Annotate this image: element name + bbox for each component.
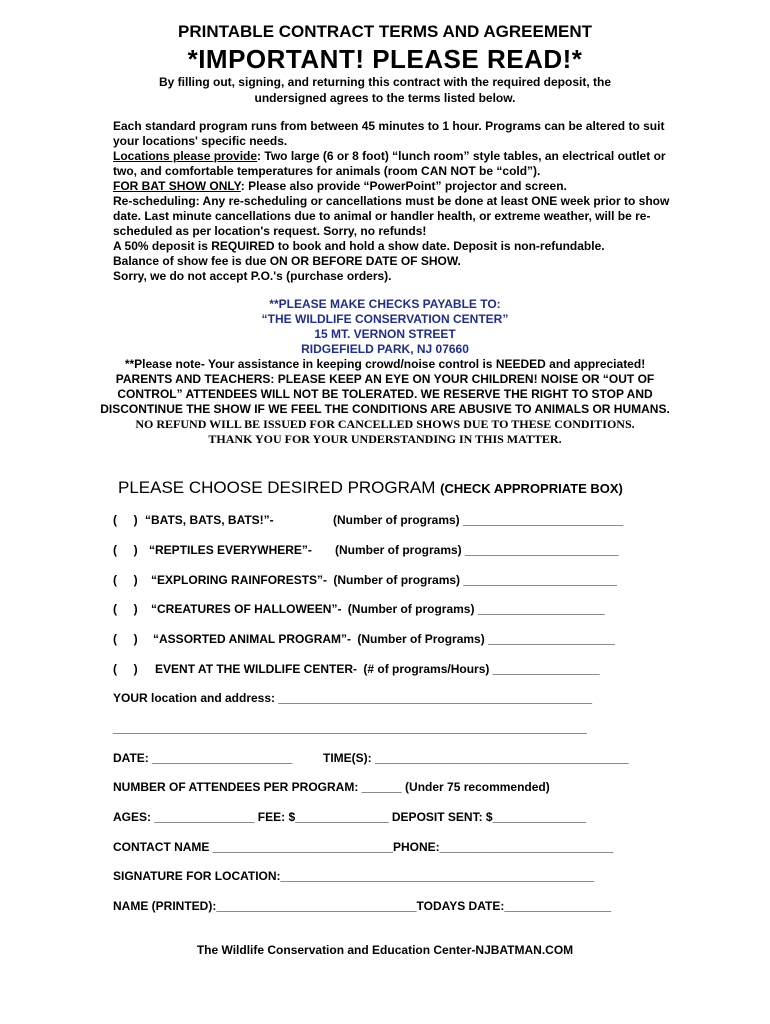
thank-you-text: THANK YOU FOR YOUR UNDERSTANDING IN THIS MATTER. <box>208 432 562 446</box>
crowd-control-note <box>100 357 670 447</box>
locations-label: Locations please provide <box>113 149 258 163</box>
location-address-line2[interactable]: _______________________________________________________________________ <box>113 721 587 735</box>
checkbox-bats[interactable]: ( ) <box>113 513 138 527</box>
program-count-halloween[interactable]: (Number of programs) ___________________ <box>347 602 605 616</box>
intro-paragraph: By filling out, signing, and returning this contract with the required deposit, the undersigned agrees to the terms listed below. <box>158 75 611 105</box>
program-count-reptiles[interactable]: (Number of programs) _______________________ <box>335 543 619 557</box>
program-count-rainforests[interactable]: (Number of programs) _______________________ <box>333 573 617 587</box>
locations-provide-text <box>113 149 673 179</box>
ages-fee-deposit-row[interactable]: AGES: _______________ FEE: $______________ DEPOSIT SENT: $______________ <box>113 810 587 824</box>
signature-field[interactable]: SIGNATURE FOR LOCATION:_______________________________________________ <box>113 869 595 883</box>
location-address-field[interactable]: YOUR location and address: _______________________________________________ <box>113 691 593 705</box>
locations-body: : Two large (6 or 8 foot) “lunch room” style tables, an electrical outlet or two, and comfortable temperatures for animals (room CAN NOT be “cold”). <box>113 149 666 178</box>
time-field[interactable]: TIME(S): ______________________________________ <box>323 751 629 765</box>
checkbox-event[interactable]: ( ) <box>113 662 138 676</box>
payable-street: 15 MT. VERNON STREET <box>314 327 456 341</box>
purchase-order-text: Sorry, we do not accept P.O.'s (purchase orders). <box>113 269 392 283</box>
date-time-row <box>113 751 629 765</box>
program-name-bats: “BATS, BATS, BATS!”- <box>145 513 274 527</box>
rescheduling-text: Re-scheduling: Any re-scheduling or cancellations must be done at least ONE week prior to show date. Last minute cancellations due to animal or handler health, or extreme weather, will be re-scheduled as per location's request. Sorry, no refunds! <box>113 194 670 238</box>
program-count-assorted[interactable]: (Number of Programs) ___________________ <box>357 632 615 646</box>
payable-name: “THE WILDLIFE CONSERVATION CENTER” <box>261 312 509 326</box>
checkbox-rainforests[interactable]: ( ) <box>113 573 138 587</box>
deposit-text: A 50% deposit is REQUIRED to book and hold a show date. Deposit is non-refundable. <box>113 239 605 253</box>
program-row-halloween <box>113 602 605 616</box>
important-heading: *IMPORTANT! PLEASE READ!* <box>187 44 583 74</box>
footer-text: The Wildlife Conservation and Education Center-NJBATMAN.COM <box>196 943 574 957</box>
document-title: PRINTABLE CONTRACT TERMS AND AGREEMENT <box>178 22 592 41</box>
no-refund-text: NO REFUND WILL BE ISSUED FOR CANCELLED SHOWS DUE TO THESE CONDITIONS. <box>135 417 635 431</box>
program-heading <box>118 478 623 498</box>
attendees-field[interactable]: NUMBER OF ATTENDEES PER PROGRAM: ______ (Under 75 recommended) <box>113 780 550 794</box>
program-name-assorted: “ASSORTED ANIMAL PROGRAM”- <box>153 632 352 646</box>
checkbox-reptiles[interactable]: ( ) <box>113 543 138 557</box>
payable-block <box>0 297 770 357</box>
program-row-assorted <box>113 632 615 646</box>
bat-show-text <box>113 179 673 194</box>
program-heading-note: (CHECK APPROPRIATE BOX) <box>440 481 623 496</box>
program-name-reptiles: “REPTILES EVERYWHERE”- <box>149 543 312 557</box>
program-row-bats <box>113 513 624 527</box>
payable-line: **PLEASE MAKE CHECKS PAYABLE TO: <box>269 297 501 311</box>
program-duration-text: Each standard program runs from between 45 minutes to 1 hour. Programs can be altered to suit your locations' specific needs. <box>113 119 665 148</box>
terms-section <box>113 119 673 284</box>
payable-city: RIDGEFIELD PARK, NJ 07660 <box>301 342 469 356</box>
checkbox-halloween[interactable]: ( ) <box>113 602 138 616</box>
program-name-event: EVENT AT THE WILDLIFE CENTER- <box>155 662 358 676</box>
checkbox-assorted[interactable]: ( ) <box>113 632 138 646</box>
program-row-rainforests <box>113 573 617 587</box>
program-count-event[interactable]: (# of programs/Hours) ________________ <box>363 662 600 676</box>
printed-name-date-row[interactable]: NAME (PRINTED):______________________________TODAYS DATE:________________ <box>113 899 612 913</box>
program-heading-main: PLEASE CHOOSE DESIRED PROGRAM <box>118 478 436 497</box>
program-name-rainforests: “EXPLORING RAINFORESTS”- <box>151 573 328 587</box>
bat-show-label: FOR BAT SHOW ONLY <box>113 179 241 193</box>
bat-show-body: : Please also provide “PowerPoint” projector and screen. <box>240 179 567 193</box>
contact-phone-row[interactable]: CONTACT NAME ___________________________PHONE:__________________________ <box>113 840 614 854</box>
program-name-halloween: “CREATURES OF HALLOWEEN”- <box>151 602 342 616</box>
balance-text: Balance of show fee is due ON OR BEFORE DATE OF SHOW. <box>113 254 461 268</box>
program-row-reptiles <box>113 543 619 557</box>
program-row-event <box>113 662 600 676</box>
date-field[interactable]: DATE: _____________________ <box>113 751 293 765</box>
note-text: **Please note- Your assistance in keeping crowd/noise control is NEEDED and appreciated! PARENTS AND TEACHERS: PLEASE KEEP AN EYE ON YOUR CHILDREN! NOISE OR “OUT OF CONTROL” ATTENDEES WILL NOT BE TOLERATED. WE RESERVE THE RIGHT TO STOP AND DISCONTINUE THE SHOW IF WE FEEL THE CONDITIONS ARE ABUSIVE TO ANIMALS OR HUMANS. <box>100 357 670 416</box>
program-count-bats[interactable]: (Number of programs) ________________________ <box>333 513 624 527</box>
